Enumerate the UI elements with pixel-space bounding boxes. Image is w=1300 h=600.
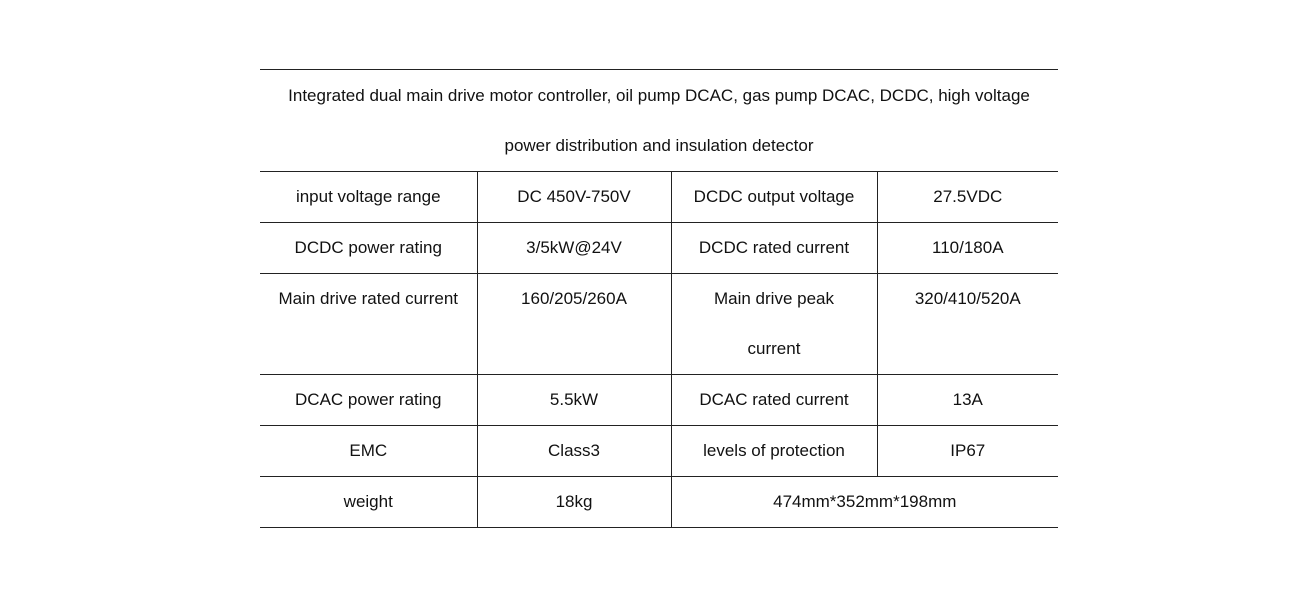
param-value: 18kg bbox=[477, 477, 671, 528]
table-row bbox=[260, 477, 1058, 528]
table-title-row bbox=[260, 70, 1058, 172]
param-label: DCDC rated current bbox=[671, 223, 877, 274]
table-row bbox=[260, 223, 1058, 274]
table-row bbox=[260, 274, 1058, 375]
param-label: DCDC power rating bbox=[260, 223, 477, 274]
table-title: Integrated dual main drive motor controller, oil pump DCAC, gas pump DCAC, DCDC, high voltage power distribution and insulation detector bbox=[260, 70, 1058, 172]
param-value: 13A bbox=[877, 375, 1058, 426]
param-value: 320/410/520A bbox=[877, 274, 1058, 375]
table-row bbox=[260, 426, 1058, 477]
param-value: 5.5kW bbox=[477, 375, 671, 426]
param-label: Main drive peak current bbox=[671, 274, 877, 375]
param-value: DC 450V-750V bbox=[477, 172, 671, 223]
param-value: 3/5kW@24V bbox=[477, 223, 671, 274]
param-label: Main drive rated current bbox=[260, 274, 477, 375]
param-label: DCAC rated current bbox=[671, 375, 877, 426]
dimensions-value: 474mm*352mm*198mm bbox=[671, 477, 1058, 528]
param-label: DCAC power rating bbox=[260, 375, 477, 426]
param-label: EMC bbox=[260, 426, 477, 477]
spec-table bbox=[260, 69, 1058, 528]
param-value: 110/180A bbox=[877, 223, 1058, 274]
param-value: IP67 bbox=[877, 426, 1058, 477]
param-label: weight bbox=[260, 477, 477, 528]
param-label: input voltage range bbox=[260, 172, 477, 223]
param-label: DCDC output voltage bbox=[671, 172, 877, 223]
param-label: levels of protection bbox=[671, 426, 877, 477]
param-value: 27.5VDC bbox=[877, 172, 1058, 223]
param-value: 160/205/260A bbox=[477, 274, 671, 375]
param-value: Class3 bbox=[477, 426, 671, 477]
table-row bbox=[260, 172, 1058, 223]
table-row bbox=[260, 375, 1058, 426]
